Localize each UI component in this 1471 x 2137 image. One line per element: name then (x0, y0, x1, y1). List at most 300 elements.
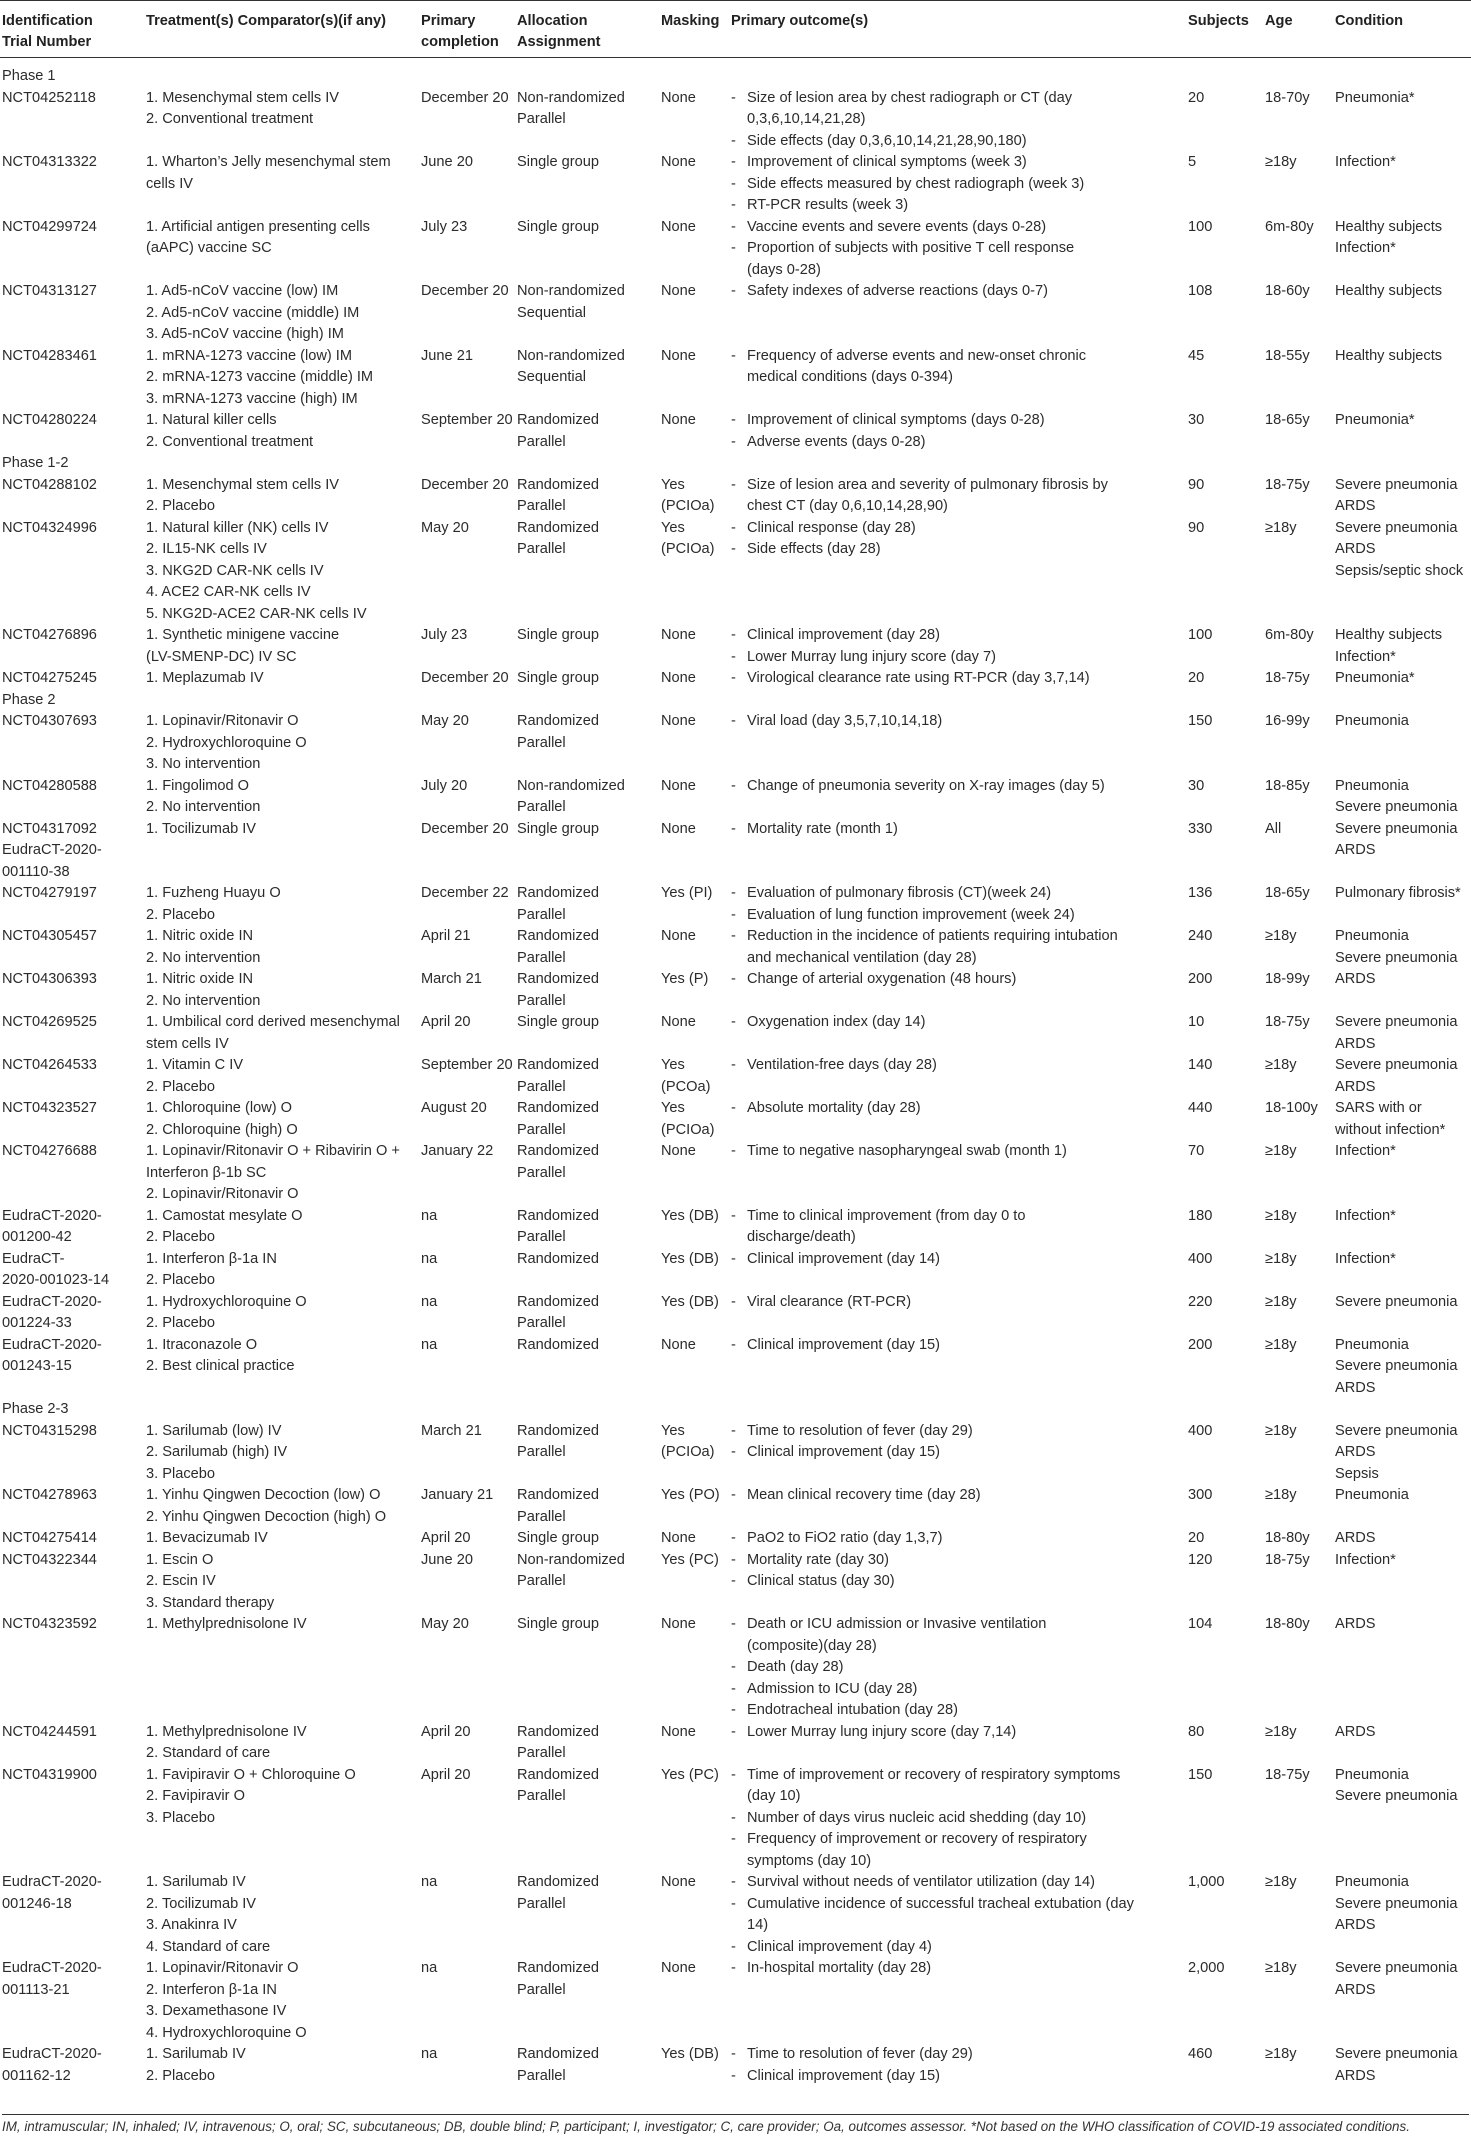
cell-line: April 20 (421, 1766, 471, 1783)
cell-line: Yes (DB) (661, 1207, 719, 1224)
cell-line: Yes (P) (661, 971, 709, 987)
age-cell: 18-70y (1265, 89, 1310, 106)
outcome-item (731, 1657, 1188, 1679)
phase-label: Phase 2-3 (2, 1401, 69, 1417)
completion-cell (421, 883, 517, 926)
age-cell: ≥18y (1265, 1723, 1297, 1740)
subjects-cell: 180 (1188, 1207, 1213, 1224)
trial-number-cell (0, 475, 146, 518)
age-cell: ≥18y (1265, 1336, 1297, 1353)
cell-line: NCT04269525 (2, 1014, 97, 1030)
completion-cell (421, 217, 517, 282)
cell-line: None (661, 1143, 696, 1159)
cell-line: ARDS (1335, 498, 1376, 514)
cell-line: (PCIOa) (661, 1121, 715, 1138)
cell-line: 2. Escin IV (146, 1573, 216, 1589)
cell-line: ARDS (1335, 1981, 1376, 1998)
table-row (0, 625, 1471, 668)
cell-line: NCT04306393 (2, 971, 97, 987)
table-row (0, 1872, 1471, 1958)
cell-line: NCT04307693 (2, 713, 97, 729)
outcome-text: Endotracheal intubation (day 28) (747, 1702, 958, 1718)
bullet-dash: - (731, 713, 736, 729)
cell-line: 1. Lopinavir/Ritonavir O (146, 1960, 299, 1976)
header-line: Treatment(s) Comparator(s)(if any) (146, 13, 387, 29)
age-cell: 18-75y (1265, 670, 1310, 686)
outcome-text: Mortality rate (day 30) (747, 1551, 889, 1568)
cell-line: 001246-18 (2, 1895, 72, 1912)
cell-line: Parallel (517, 1444, 566, 1460)
treatment-cell (146, 969, 421, 1012)
cell-line: NCT04280588 (2, 777, 97, 794)
header-line: Age (1265, 13, 1293, 29)
cell-line: 1. Tocilizumab IV (146, 820, 257, 837)
table-row (0, 883, 1471, 926)
treatment-cell (146, 217, 421, 282)
trial-number-cell (0, 1098, 146, 1141)
cell-line: Healthy subjects (1335, 218, 1443, 235)
outcome-text: Lower Murray lung injury score (day 7) (747, 648, 996, 665)
cell-line: 2. No intervention (146, 949, 261, 966)
subjects-cell: 104 (1188, 1616, 1213, 1632)
subjects-cell: 300 (1188, 1487, 1213, 1503)
completion-cell (421, 776, 517, 819)
bullet-dash: - (731, 1831, 736, 1847)
bullet-dash: - (731, 1444, 736, 1460)
treatment-cell (146, 776, 421, 819)
bullet-dash: - (731, 1960, 736, 1976)
cell-line: 2. mRNA-1273 vaccine (middle) IM (146, 369, 374, 385)
cell-line: January 22 (421, 1143, 494, 1159)
cell-line: 1. Mesenchymal stem cells IV (146, 476, 340, 493)
allocation-cell (517, 711, 661, 776)
table-row (0, 776, 1471, 819)
cell-line: 1. Hydroxychloroquine O (146, 1293, 307, 1310)
age-cell: ≥18y (1265, 2046, 1297, 2062)
table-row (0, 1614, 1471, 1722)
trial-number-cell (0, 88, 146, 153)
outcome-cell (731, 969, 1188, 1012)
cell-line: September 20 (421, 1057, 513, 1073)
cell-line: Single group (517, 1616, 599, 1632)
cell-line: Pulmonary fibrosis* (1335, 885, 1461, 901)
age-cell: 18-65y (1265, 885, 1310, 901)
treatment-cell (146, 1550, 421, 1615)
cell-line: ARDS (1335, 842, 1376, 858)
condition-cell (1335, 1055, 1471, 1098)
cell-line: December 20 (421, 283, 509, 299)
cell-line: NCT04305457 (2, 928, 97, 944)
cell-line: Severe pneumonia (1335, 2046, 1458, 2062)
outcome-item (731, 217, 1188, 239)
phase-row (0, 58, 1471, 88)
treatment-cell (146, 625, 421, 668)
outcome-text: (days 0-28) (747, 261, 821, 278)
cell-line: NCT04319900 (2, 1766, 97, 1783)
cell-line: na (421, 1960, 438, 1976)
masking-cell (661, 88, 731, 153)
outcome-item (731, 1528, 1188, 1550)
outcome-text: Lower Murray lung injury score (day 7,14) (747, 1723, 1017, 1740)
condition-cell (1335, 776, 1471, 819)
bullet-dash: - (731, 1551, 736, 1568)
outcome-item (731, 1808, 1188, 1830)
outcome-text: Death (day 28) (747, 1659, 844, 1675)
completion-cell (421, 1485, 517, 1528)
treatment-cell (146, 1421, 421, 1486)
table-row (0, 1765, 1471, 1873)
table-row (0, 2044, 1471, 2087)
cell-line: Parallel (517, 949, 566, 966)
cell-line: Severe pneumonia (1335, 1057, 1458, 1073)
completion-cell (421, 1550, 517, 1615)
bullet-dash: - (731, 1057, 736, 1073)
age-cell: ≥18y (1265, 519, 1297, 536)
allocation-cell (517, 518, 661, 626)
table-row (0, 1141, 1471, 1206)
outcome-item (731, 1829, 1188, 1872)
outcome-cell (731, 1958, 1188, 2044)
bullet-dash: - (731, 971, 736, 987)
cell-line: 1. Lopinavir/Ritonavir O + Ribavirin O + (146, 1143, 400, 1159)
cell-line: Interferon β-1b SC (146, 1164, 267, 1181)
cell-line: Pneumonia (1335, 1766, 1409, 1783)
condition-cell (1335, 281, 1471, 346)
cell-line: 2. Conventional treatment (146, 433, 314, 450)
allocation-cell (517, 152, 661, 217)
cell-line: Infection* (1335, 1207, 1396, 1224)
bullet-dash: - (731, 154, 736, 170)
bullet-dash: - (731, 627, 736, 643)
trial-number-cell (0, 1614, 146, 1722)
completion-cell (421, 1722, 517, 1765)
age-cell: 18-100y (1265, 1100, 1318, 1116)
trial-number-cell (0, 281, 146, 346)
cell-line: 2. Best clinical practice (146, 1358, 295, 1374)
cell-line: 2. Placebo (146, 1229, 215, 1245)
cell-line: Severe pneumonia (1335, 820, 1458, 837)
subjects-cell: 460 (1188, 2046, 1213, 2062)
cell-line: NCT04252118 (2, 89, 96, 106)
subjects-cell: 1,000 (1188, 1874, 1225, 1890)
outcome-text: Clinical status (day 30) (747, 1573, 895, 1589)
header-line: Trial Number (2, 34, 92, 50)
cell-line: Severe pneumonia (1335, 1358, 1458, 1374)
treatment-cell (146, 1012, 421, 1055)
cell-line: None (661, 89, 696, 106)
outcome-item (731, 819, 1188, 841)
subjects-cell: 240 (1188, 928, 1213, 944)
outcome-text: Reduction in the incidence of patients requiring intubation (747, 928, 1118, 944)
bullet-dash: - (731, 412, 736, 428)
cell-line: ARDS (1335, 1444, 1376, 1460)
trial-number-cell (0, 1958, 146, 2044)
allocation-cell (517, 625, 661, 668)
bullet-dash: - (731, 2046, 736, 2062)
condition-cell (1335, 1614, 1471, 1722)
treatment-cell (146, 2044, 421, 2087)
masking-cell (661, 281, 731, 346)
cell-line: None (661, 713, 696, 729)
trial-number-cell (0, 969, 146, 1012)
cell-line: EudraCT-2020- (2, 1874, 102, 1890)
cell-line: Randomized (517, 1250, 599, 1267)
allocation-cell (517, 88, 661, 153)
outcome-cell (731, 152, 1188, 217)
age-cell: 18-75y (1265, 1551, 1310, 1568)
cell-line: April 20 (421, 1530, 471, 1546)
cell-line: Severe pneumonia (1335, 1788, 1458, 1804)
treatment-cell (146, 926, 421, 969)
cell-line: Parallel (517, 1895, 566, 1912)
cell-line: Infection* (1335, 648, 1396, 665)
table-row (0, 88, 1471, 153)
cell-line: April 20 (421, 1723, 471, 1740)
age-cell: 18-80y (1265, 1530, 1310, 1546)
cell-line: 1. Wharton’s Jelly mesenchymal stem (146, 154, 391, 170)
table-row (0, 217, 1471, 282)
cell-line: January 21 (421, 1487, 494, 1503)
bullet-dash: - (731, 519, 736, 536)
bullet-dash: - (731, 1895, 736, 1912)
trial-number-cell (0, 819, 146, 884)
cell-line: 3. No intervention (146, 756, 261, 772)
cell-line: 1. Favipiravir O + Chloroquine O (146, 1766, 356, 1783)
cell-line: na (421, 2046, 438, 2062)
outcome-cell (731, 1206, 1188, 1249)
cell-line: Yes (661, 1422, 685, 1439)
treatment-cell (146, 1958, 421, 2044)
outcome-text: Clinical improvement (day 15) (747, 1336, 941, 1353)
cell-line: 001243-15 (2, 1358, 72, 1374)
cell-line: Parallel (517, 1078, 566, 1095)
masking-cell (661, 668, 731, 690)
masking-cell (661, 1206, 731, 1249)
trial-number-cell (0, 1335, 146, 1400)
cell-line: May 20 (421, 713, 469, 729)
outcome-text: Improvement of clinical symptoms (week 3) (747, 154, 1027, 170)
subjects-cell: 100 (1188, 218, 1213, 235)
allocation-cell (517, 1550, 661, 1615)
masking-cell (661, 1958, 731, 2044)
cell-line: Sepsis/septic shock (1335, 562, 1464, 579)
cell-line: Yes (661, 1057, 685, 1073)
condition-cell (1335, 711, 1471, 776)
completion-cell (421, 1872, 517, 1958)
cell-line: cells IV (146, 175, 194, 192)
cell-line: 1. Nitric oxide IN (146, 971, 254, 987)
age-cell: ≥18y (1265, 1487, 1297, 1503)
cell-line: Randomized (517, 1057, 599, 1073)
cell-line: 1. Fingolimod O (146, 777, 250, 794)
outcome-cell (731, 1012, 1188, 1055)
outcome-text: Side effects (day 28) (747, 541, 881, 557)
cell-line: Infection* (1335, 154, 1396, 170)
allocation-cell (517, 883, 661, 926)
cell-line: Randomized (517, 476, 599, 493)
age-cell: 18-75y (1265, 1014, 1310, 1030)
outcome-cell (731, 1055, 1188, 1098)
masking-cell (661, 152, 731, 217)
cell-line: None (661, 820, 696, 837)
allocation-cell (517, 668, 661, 690)
allocation-cell (517, 1055, 661, 1098)
cell-line: Parallel (517, 992, 566, 1009)
subjects-cell: 5 (1188, 154, 1197, 170)
completion-cell (421, 625, 517, 668)
cell-line: Parallel (517, 111, 566, 127)
cell-line: Sepsis (1335, 1465, 1379, 1482)
outcome-text: Time of improvement or recovery of respiratory symptoms (747, 1766, 1121, 1783)
cell-line: NCT04315298 (2, 1422, 97, 1439)
outcome-cell (731, 2044, 1188, 2087)
cell-line: Infection* (1335, 1143, 1396, 1159)
bullet-dash: - (731, 1014, 736, 1030)
cell-line: Randomized (517, 1422, 599, 1439)
treatment-cell (146, 88, 421, 153)
masking-cell (661, 1421, 731, 1486)
cell-line: 2. Favipiravir O (146, 1788, 245, 1804)
bullet-dash: - (731, 347, 736, 364)
cell-line: Parallel (517, 541, 566, 557)
cell-line: 2. Lopinavir/Ritonavir O (146, 1186, 299, 1202)
cell-line: Single group (517, 627, 599, 643)
age-cell: 18-80y (1265, 1616, 1310, 1632)
cell-line: EudraCT-2020- (2, 1293, 102, 1310)
outcome-text: Proportion of subjects with positive T cell response (747, 240, 1075, 256)
outcome-item (731, 905, 1188, 927)
subjects-cell: 10 (1188, 1014, 1205, 1030)
completion-cell (421, 1055, 517, 1098)
cell-line: Parallel (517, 1315, 566, 1331)
cell-line: July 20 (421, 777, 468, 794)
bullet-dash: - (731, 777, 736, 794)
cell-line: December 22 (421, 885, 509, 901)
cell-line: Yes (PI) (661, 885, 713, 901)
age-cell: 18-60y (1265, 283, 1310, 299)
subjects-cell: 90 (1188, 476, 1205, 493)
cell-line: 1. Artificial antigen presenting cells (146, 218, 370, 235)
cell-line: Severe pneumonia (1335, 519, 1458, 536)
completion-cell (421, 346, 517, 411)
header-masking (661, 1, 731, 58)
cell-line: NCT04276688 (2, 1143, 97, 1159)
cell-line: 2. Placebo (146, 906, 215, 923)
outcome-text: Clinical response (day 28) (747, 519, 916, 536)
outcome-text: Viral load (day 3,5,7,10,14,18) (747, 713, 943, 729)
outcome-item (731, 1206, 1188, 1249)
cell-line: Severe pneumonia (1335, 476, 1458, 493)
outcome-text: Mean clinical recovery time (day 28) (747, 1487, 981, 1503)
cell-line: 2. Placebo (146, 2067, 215, 2084)
cell-line: 1. Sarilumab IV (146, 1874, 246, 1890)
condition-cell (1335, 883, 1471, 926)
cell-line: 1. Interferon β-1a IN (146, 1250, 277, 1267)
allocation-cell (517, 819, 661, 884)
bullet-dash: - (731, 433, 736, 450)
cell-line: ARDS (1335, 971, 1376, 987)
outcome-cell (731, 776, 1188, 819)
outcome-cell (731, 518, 1188, 626)
cell-line: NCT04275245 (2, 670, 97, 686)
cell-line: Single group (517, 154, 599, 170)
bullet-dash: - (731, 89, 736, 106)
allocation-cell (517, 1421, 661, 1486)
condition-cell (1335, 1765, 1471, 1873)
treatment-cell (146, 1765, 421, 1873)
age-cell: 18-75y (1265, 476, 1310, 493)
trial-number-cell (0, 1765, 146, 1873)
cell-line: 2. Interferon β-1a IN (146, 1981, 277, 1998)
cell-line: None (661, 1616, 696, 1632)
completion-cell (421, 1206, 517, 1249)
cell-line: Randomized (517, 1766, 599, 1783)
outcome-text: Time to resolution of fever (day 29) (747, 1422, 973, 1439)
age-cell: 18-65y (1265, 412, 1310, 428)
bullet-dash: - (731, 1938, 736, 1955)
cell-line: Infection* (1335, 240, 1396, 256)
subjects-cell: 80 (1188, 1723, 1205, 1740)
outcome-cell (731, 625, 1188, 668)
condition-cell (1335, 1421, 1471, 1486)
cell-line: na (421, 1336, 438, 1353)
outcome-text: Cumulative incidence of successful tracheal extubation (day (747, 1895, 1134, 1912)
cell-line: 2. Ad5-nCoV vaccine (middle) IM (146, 304, 360, 321)
cell-line: Parallel (517, 1573, 566, 1589)
masking-cell (661, 1335, 731, 1400)
cell-line: None (661, 1874, 696, 1890)
cell-line: Sequential (517, 369, 586, 385)
cell-line: Non-randomized (517, 1551, 625, 1568)
bullet-dash: - (731, 132, 736, 149)
allocation-cell (517, 2044, 661, 2087)
cell-line: 1. Natural killer cells (146, 412, 277, 428)
outcome-item (731, 668, 1188, 690)
condition-cell (1335, 410, 1471, 453)
subjects-cell: 100 (1188, 627, 1213, 643)
cell-line: Yes (661, 476, 685, 493)
masking-cell (661, 1485, 731, 1528)
treatment-cell (146, 883, 421, 926)
cell-line: Healthy subjects (1335, 627, 1443, 643)
outcome-item (731, 625, 1188, 647)
cell-line: 1. Methylprednisolone IV (146, 1616, 307, 1632)
condition-cell (1335, 625, 1471, 668)
cell-line: NCT04323527 (2, 1100, 97, 1116)
cell-line: ARDS (1335, 541, 1376, 557)
subjects-cell: 70 (1188, 1143, 1205, 1159)
subjects-cell: 30 (1188, 777, 1205, 794)
cell-line: stem cells IV (146, 1035, 229, 1052)
cell-line: 2. Yinhu Qingwen Decoction (high) O (146, 1508, 387, 1525)
completion-cell (421, 2044, 517, 2087)
cell-line: 1. Lopinavir/Ritonavir O (146, 713, 299, 729)
allocation-cell (517, 1292, 661, 1335)
cell-line: None (661, 218, 696, 235)
cell-line: March 21 (421, 971, 482, 987)
outcome-item (731, 1485, 1188, 1507)
completion-cell (421, 1012, 517, 1055)
cell-line: Randomized (517, 519, 599, 536)
cell-line: ARDS (1335, 1078, 1376, 1095)
outcome-item (731, 88, 1188, 131)
bullet-dash: - (731, 820, 736, 837)
cell-line: Parallel (517, 734, 566, 751)
outcome-text: and mechanical ventilation (day 28) (747, 949, 977, 966)
bullet-dash: - (731, 1809, 736, 1826)
cell-line: NCT04279197 (2, 885, 97, 901)
condition-cell (1335, 346, 1471, 411)
